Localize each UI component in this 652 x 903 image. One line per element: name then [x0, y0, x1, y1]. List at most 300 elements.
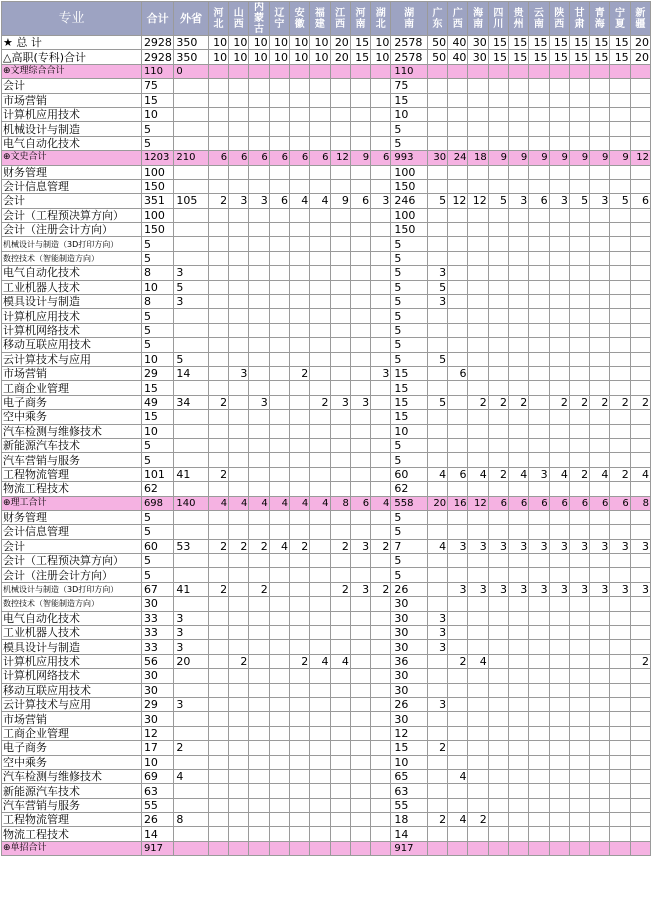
province-cell [488, 683, 508, 697]
province-cell [529, 309, 549, 323]
province-cell [249, 352, 269, 366]
province-cell [509, 93, 529, 107]
province-cell [427, 122, 447, 136]
table-row [2, 482, 651, 496]
province-cell [269, 338, 289, 352]
province-cell: 3 [610, 539, 630, 553]
province-cell [269, 438, 289, 452]
province-cell [549, 410, 569, 424]
province-cell: 5 [391, 251, 428, 265]
province-cell [330, 438, 350, 452]
province-cell [289, 179, 309, 193]
province-cell [630, 352, 650, 366]
province-cell [350, 482, 370, 496]
province-cell: 5 [391, 568, 428, 582]
province-cell [549, 309, 569, 323]
province-cell [549, 755, 569, 769]
province-cell [509, 755, 529, 769]
province-cell [610, 726, 630, 740]
province-cell: 558 [391, 496, 428, 510]
province-cell [529, 381, 549, 395]
table-row [2, 539, 651, 553]
province-cell [590, 280, 610, 294]
province-cell [590, 366, 610, 380]
province-cell: 12 [391, 726, 428, 740]
out-of-province-cell [174, 841, 208, 855]
province-cell [427, 712, 447, 726]
province-cell [488, 438, 508, 452]
province-cell [427, 769, 447, 783]
province-cell [350, 223, 370, 237]
province-cell [630, 755, 650, 769]
major-name-cell: ⊕文理综合合计 [2, 64, 142, 78]
province-cell: 4 [208, 496, 228, 510]
province-cell: 6 [448, 366, 468, 380]
province-cell [269, 381, 289, 395]
province-cell [330, 697, 350, 711]
province-cell [330, 179, 350, 193]
province-cell: 5 [391, 295, 428, 309]
total-cell: 10 [141, 280, 173, 294]
province-cell [509, 453, 529, 467]
province-cell [549, 223, 569, 237]
out-of-province-cell: 20 [174, 654, 208, 668]
province-cell [590, 165, 610, 179]
province-cell [529, 510, 549, 524]
province-cell [208, 410, 228, 424]
province-cell [448, 683, 468, 697]
total-cell: 29 [141, 697, 173, 711]
province-cell [269, 467, 289, 481]
out-of-province-cell: 3 [174, 295, 208, 309]
province-cell [590, 597, 610, 611]
province-cell [249, 726, 269, 740]
province-cell [590, 107, 610, 121]
province-cell [350, 712, 370, 726]
province-cell [249, 640, 269, 654]
province-cell [269, 424, 289, 438]
province-cell [289, 640, 309, 654]
province-cell [350, 755, 370, 769]
province-cell [330, 237, 350, 251]
total-cell: 15 [141, 381, 173, 395]
header-province: 广西 [448, 2, 468, 36]
province-cell [350, 280, 370, 294]
province-cell [488, 841, 508, 855]
province-cell [289, 122, 309, 136]
province-cell [468, 165, 488, 179]
province-cell [208, 208, 228, 222]
province-cell [208, 237, 228, 251]
province-cell [208, 554, 228, 568]
province-cell [330, 467, 350, 481]
major-name-cell: 会计 [2, 79, 142, 93]
province-cell [330, 136, 350, 150]
province-cell [289, 338, 309, 352]
province-cell: 2 [289, 366, 309, 380]
province-cell: 10 [310, 50, 330, 64]
total-cell: 5 [141, 251, 173, 265]
province-cell [330, 554, 350, 568]
province-cell [590, 525, 610, 539]
province-cell [208, 122, 228, 136]
province-cell [208, 726, 228, 740]
total-cell: 15 [141, 410, 173, 424]
table-row [2, 208, 651, 222]
province-cell: 5 [391, 352, 428, 366]
province-cell [427, 525, 447, 539]
province-cell: 2 [330, 582, 350, 596]
province-cell: 3 [350, 582, 370, 596]
province-cell [289, 712, 309, 726]
total-cell: 12 [141, 726, 173, 740]
province-cell [549, 769, 569, 783]
province-cell [310, 165, 330, 179]
province-cell [371, 611, 391, 625]
province-cell [269, 395, 289, 409]
province-cell [610, 741, 630, 755]
province-cell: 10 [391, 755, 428, 769]
province-cell [310, 798, 330, 812]
province-cell: 6 [350, 496, 370, 510]
out-of-province-cell [174, 338, 208, 352]
province-cell: 2 [509, 395, 529, 409]
province-cell [249, 510, 269, 524]
province-cell [549, 841, 569, 855]
province-cell: 20 [427, 496, 447, 510]
province-cell [630, 165, 650, 179]
province-cell [229, 208, 249, 222]
province-cell [529, 626, 549, 640]
province-cell [371, 554, 391, 568]
total-cell: 5 [141, 237, 173, 251]
province-cell [468, 208, 488, 222]
province-cell [509, 179, 529, 193]
province-cell: 62 [391, 482, 428, 496]
major-name-cell: 工业机器人技术 [2, 280, 142, 294]
province-cell [330, 683, 350, 697]
province-cell [590, 554, 610, 568]
province-cell [549, 726, 569, 740]
province-cell [330, 338, 350, 352]
province-cell: 15 [590, 36, 610, 50]
province-cell [509, 165, 529, 179]
province-cell [249, 697, 269, 711]
province-cell [448, 223, 468, 237]
province-cell: 2 [208, 395, 228, 409]
province-cell [549, 611, 569, 625]
province-cell: 15 [610, 50, 630, 64]
province-cell [310, 582, 330, 596]
province-cell [468, 741, 488, 755]
province-cell [569, 813, 589, 827]
province-cell [371, 712, 391, 726]
province-cell [448, 309, 468, 323]
province-cell [350, 654, 370, 668]
province-cell [208, 626, 228, 640]
province-cell [208, 741, 228, 755]
province-cell [269, 280, 289, 294]
province-cell [610, 323, 630, 337]
province-cell [569, 208, 589, 222]
province-cell [488, 640, 508, 654]
province-cell [330, 482, 350, 496]
province-cell [448, 266, 468, 280]
province-cell [310, 827, 330, 841]
province-cell [509, 107, 529, 121]
province-cell [569, 237, 589, 251]
province-cell [371, 295, 391, 309]
province-cell [310, 309, 330, 323]
province-cell [269, 525, 289, 539]
province-cell [310, 251, 330, 265]
province-cell [610, 338, 630, 352]
major-name-cell: 计算机应用技术 [2, 309, 142, 323]
province-cell [289, 136, 309, 150]
province-cell [509, 79, 529, 93]
total-cell: 14 [141, 827, 173, 841]
province-cell [509, 554, 529, 568]
province-cell: 30 [391, 683, 428, 697]
province-cell [289, 295, 309, 309]
province-cell [229, 640, 249, 654]
province-cell [569, 568, 589, 582]
province-cell: 18 [391, 813, 428, 827]
province-cell [371, 697, 391, 711]
province-cell [569, 179, 589, 193]
province-cell: 100 [391, 165, 428, 179]
major-name-cell: 市场营销 [2, 712, 142, 726]
province-cell [371, 395, 391, 409]
province-cell [630, 712, 650, 726]
province-cell [529, 654, 549, 668]
province-cell [610, 554, 630, 568]
province-cell: 15 [391, 381, 428, 395]
province-cell [289, 582, 309, 596]
province-cell: 20 [330, 36, 350, 50]
province-cell: 4 [448, 813, 468, 827]
province-cell [549, 741, 569, 755]
province-cell: 2 [610, 467, 630, 481]
province-cell [590, 295, 610, 309]
province-cell [269, 683, 289, 697]
out-of-province-cell [174, 237, 208, 251]
table-row [2, 64, 651, 78]
province-cell [289, 453, 309, 467]
province-cell [488, 424, 508, 438]
table-row [2, 395, 651, 409]
province-cell: 5 [427, 352, 447, 366]
province-cell [427, 654, 447, 668]
province-cell [208, 165, 228, 179]
province-cell [350, 510, 370, 524]
out-of-province-cell: 3 [174, 266, 208, 280]
province-cell: 110 [391, 64, 428, 78]
province-cell [569, 741, 589, 755]
province-cell [630, 626, 650, 640]
province-cell [509, 597, 529, 611]
province-cell [630, 784, 650, 798]
major-name-cell: 空中乘务 [2, 755, 142, 769]
province-cell [249, 266, 269, 280]
table-row [2, 669, 651, 683]
table-row [2, 697, 651, 711]
province-cell [289, 626, 309, 640]
province-cell [330, 568, 350, 582]
province-cell: 10 [391, 107, 428, 121]
province-cell [590, 381, 610, 395]
major-name-cell: 机械设计与制造 [2, 122, 142, 136]
province-cell [371, 669, 391, 683]
province-cell: 3 [488, 539, 508, 553]
province-cell: 2 [249, 582, 269, 596]
out-of-province-cell: 8 [174, 813, 208, 827]
header-province: 四川 [488, 2, 508, 36]
province-cell [549, 813, 569, 827]
total-cell: 67 [141, 582, 173, 596]
province-cell [448, 251, 468, 265]
province-cell: 5 [569, 194, 589, 208]
province-cell [208, 79, 228, 93]
out-of-province-cell [174, 424, 208, 438]
out-of-province-cell [174, 453, 208, 467]
out-of-province-cell [174, 482, 208, 496]
total-cell: 100 [141, 208, 173, 222]
out-of-province-cell [174, 93, 208, 107]
province-cell [289, 93, 309, 107]
province-cell [630, 726, 650, 740]
province-cell [468, 453, 488, 467]
major-name-cell: 模具设计与制造 [2, 640, 142, 654]
province-cell [371, 323, 391, 337]
province-cell: 4 [310, 654, 330, 668]
province-cell [630, 611, 650, 625]
province-cell [590, 453, 610, 467]
province-cell [529, 424, 549, 438]
province-cell [208, 453, 228, 467]
province-cell [448, 697, 468, 711]
header-province: 新疆 [630, 2, 650, 36]
province-cell: 40 [448, 50, 468, 64]
province-cell [330, 798, 350, 812]
province-cell [468, 568, 488, 582]
major-name-cell: 机械设计与制造（3D打印方向） [2, 582, 142, 596]
province-cell [427, 784, 447, 798]
province-cell [610, 827, 630, 841]
province-cell [350, 813, 370, 827]
province-cell: 26 [391, 582, 428, 596]
province-cell [229, 669, 249, 683]
province-cell [610, 223, 630, 237]
table-row [2, 741, 651, 755]
table-row [2, 280, 651, 294]
province-cell [310, 107, 330, 121]
province-cell: 55 [391, 798, 428, 812]
province-cell [529, 223, 549, 237]
province-cell: 15 [529, 50, 549, 64]
table-row [2, 366, 651, 380]
province-cell [488, 79, 508, 93]
province-cell [310, 366, 330, 380]
province-cell [229, 568, 249, 582]
province-cell [529, 280, 549, 294]
province-cell: 3 [549, 194, 569, 208]
province-cell [229, 251, 249, 265]
major-name-cell: 移动互联应用技术 [2, 683, 142, 697]
major-name-cell: 新能源汽车技术 [2, 784, 142, 798]
province-cell [610, 654, 630, 668]
total-cell: 100 [141, 165, 173, 179]
province-cell [208, 525, 228, 539]
province-cell [289, 309, 309, 323]
out-of-province-cell [174, 136, 208, 150]
province-cell [427, 338, 447, 352]
province-cell [488, 568, 508, 582]
province-cell: 4 [310, 496, 330, 510]
province-cell [630, 827, 650, 841]
province-cell [509, 295, 529, 309]
province-cell: 15 [610, 36, 630, 50]
province-cell [249, 467, 269, 481]
total-cell: 5 [141, 338, 173, 352]
table-row [2, 841, 651, 855]
province-cell [350, 352, 370, 366]
table-row [2, 726, 651, 740]
province-cell [448, 338, 468, 352]
province-cell [269, 165, 289, 179]
province-cell [350, 726, 370, 740]
province-cell [229, 712, 249, 726]
out-of-province-cell: 105 [174, 194, 208, 208]
province-cell [488, 280, 508, 294]
province-cell: 50 [427, 50, 447, 64]
out-of-province-cell [174, 179, 208, 193]
province-cell [529, 798, 549, 812]
province-cell [330, 726, 350, 740]
total-cell: 8 [141, 295, 173, 309]
province-cell: 150 [391, 179, 428, 193]
province-cell [468, 179, 488, 193]
province-cell [549, 381, 569, 395]
province-cell [229, 554, 249, 568]
province-cell: 5 [427, 194, 447, 208]
province-cell [610, 136, 630, 150]
province-cell: 15 [391, 741, 428, 755]
province-cell [310, 482, 330, 496]
province-cell [590, 93, 610, 107]
province-cell [509, 611, 529, 625]
major-name-cell: 电气自动化技术 [2, 266, 142, 280]
province-cell [549, 251, 569, 265]
province-cell [569, 640, 589, 654]
province-cell: 30 [391, 597, 428, 611]
province-cell: 2 [208, 582, 228, 596]
province-cell [488, 813, 508, 827]
province-cell [371, 453, 391, 467]
major-name-cell: 汽车营销与服务 [2, 453, 142, 467]
province-cell [371, 309, 391, 323]
province-cell: 3 [488, 582, 508, 596]
province-cell [569, 611, 589, 625]
province-cell [590, 223, 610, 237]
province-cell: 6 [310, 151, 330, 165]
province-cell [590, 640, 610, 654]
table-row [2, 381, 651, 395]
province-cell [569, 438, 589, 452]
province-cell: 3 [330, 395, 350, 409]
table-row [2, 136, 651, 150]
province-cell [590, 841, 610, 855]
